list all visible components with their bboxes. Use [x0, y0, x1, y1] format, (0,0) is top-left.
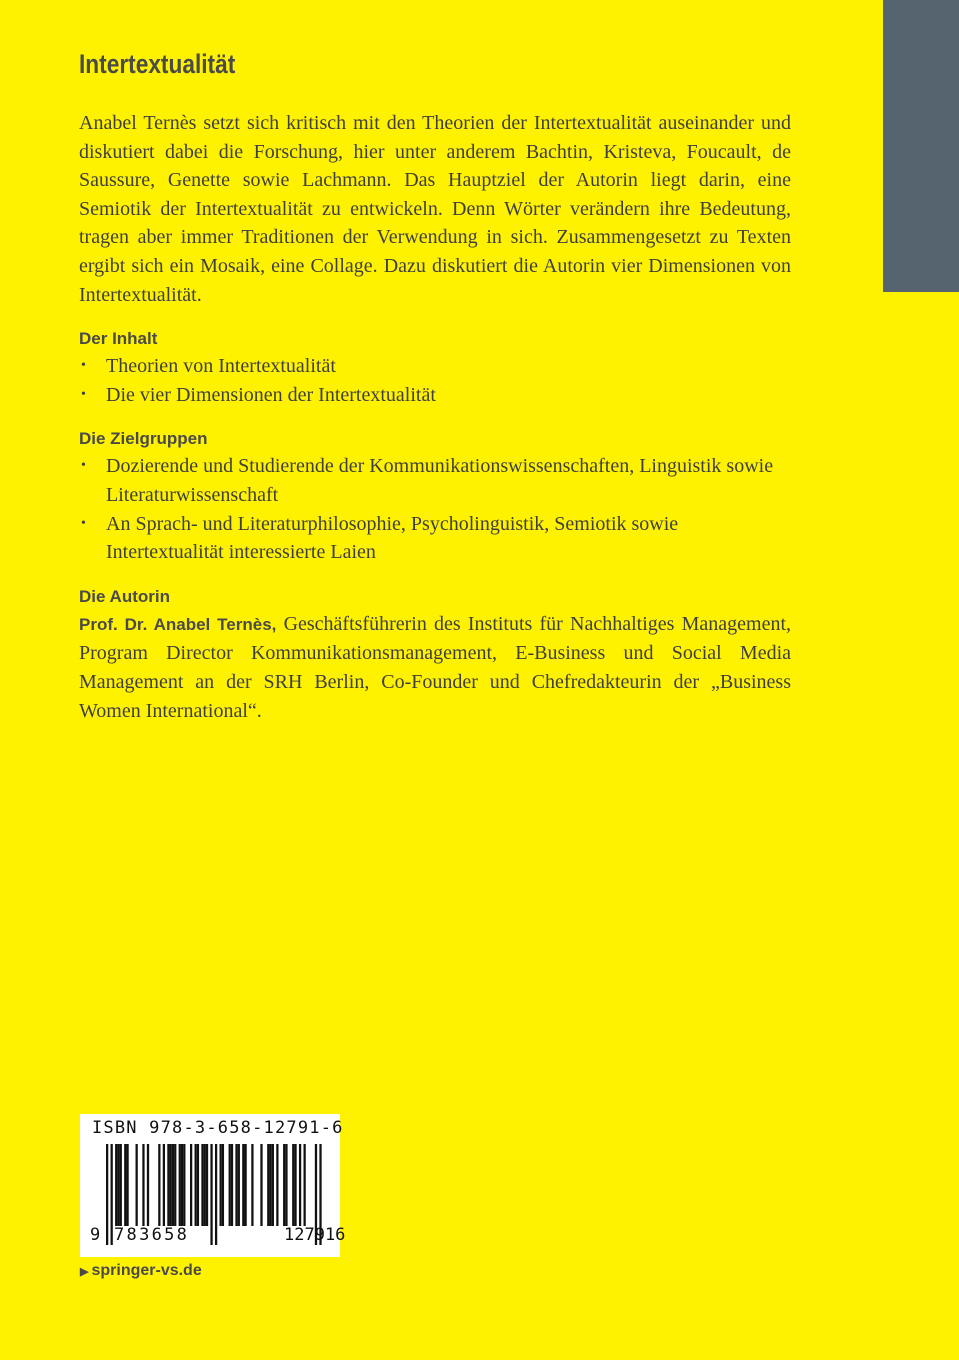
barcode-bar: [222, 1144, 224, 1226]
list-item: [79, 452, 791, 509]
barcode-bar: [172, 1144, 174, 1226]
barcode-bar: [244, 1144, 246, 1226]
barcode-bar: [167, 1144, 169, 1226]
barcode-bar: [181, 1144, 183, 1226]
barcode-bar: [117, 1144, 119, 1226]
author-heading: Die Autorin: [79, 586, 170, 606]
barcode-bar: [197, 1144, 199, 1226]
ean-right-digits: 127916: [284, 1225, 346, 1245]
author-bio: Geschäftsführerin des Instituts für Nachhaltiges Management, Program Director Kommunikationsmanagement, E-Business und Social Media Management an der SRH Berlin, Co-Founder und Chefredakteurin der „Business Women International“.: [79, 612, 792, 722]
contents-list: [79, 352, 791, 409]
barcode-bar: [163, 1144, 165, 1226]
barcode-bar: [201, 1144, 203, 1226]
audience-heading: Die Zielgruppen: [79, 429, 208, 449]
barcode-bar: [267, 1144, 269, 1226]
barcode-bar: [179, 1144, 181, 1226]
barcode-bar: [283, 1144, 285, 1226]
barcode-bar: [235, 1144, 237, 1226]
barcode-bar: [220, 1144, 222, 1226]
barcode-guard-bar: [215, 1144, 217, 1245]
barcode-bar: [276, 1144, 278, 1226]
list-item: [79, 352, 791, 381]
author-name: Prof. Dr. Anabel Ternès,: [79, 614, 277, 634]
barcode-bar: [174, 1144, 176, 1226]
isbn-barcode: [80, 1114, 346, 1257]
barcode-bar: [272, 1144, 274, 1226]
barcode-bar: [294, 1144, 296, 1226]
barcode-bar: [251, 1144, 253, 1226]
barcode-bar: [190, 1144, 192, 1226]
barcode-guard-bar: [111, 1144, 113, 1245]
barcode-bar: [136, 1144, 138, 1226]
barcode-bar: [285, 1144, 287, 1226]
list-item-text: Die vier Dimensionen der Intertextualität: [106, 383, 436, 406]
bullet-icon: •: [81, 515, 86, 531]
barcode-bar: [170, 1144, 172, 1226]
bullet-icon: •: [81, 386, 86, 402]
barcode-bar: [206, 1144, 208, 1226]
ean-first-digit: 9: [90, 1225, 103, 1245]
barcode-bar: [126, 1144, 128, 1226]
barcode-bar: [183, 1144, 185, 1226]
barcode-guard-bar: [106, 1144, 108, 1245]
list-item-text: An Sprach- und Literaturphilosophie, Psycholinguistik, Semiotik sowie Intertextualität interessierte Laien: [106, 512, 679, 564]
play-arrow-icon: ▶: [80, 1266, 89, 1278]
audience-list: [79, 452, 791, 566]
author-paragraph: [79, 610, 791, 725]
barcode-bar: [299, 1144, 301, 1226]
barcode-bar: [158, 1144, 160, 1226]
barcode-bar: [242, 1144, 244, 1226]
barcode-bar: [204, 1144, 206, 1226]
barcode-bar: [115, 1144, 117, 1226]
barcode-bar: [231, 1144, 233, 1226]
barcode-bar: [120, 1144, 122, 1226]
barcode-bar: [292, 1144, 294, 1226]
barcode-bar: [238, 1144, 240, 1226]
publisher-url: springer-vs.de: [91, 1262, 202, 1279]
barcode-bar: [303, 1144, 305, 1226]
barcode-bar: [269, 1144, 271, 1226]
barcode-bar: [260, 1144, 262, 1226]
bullet-icon: •: [81, 358, 86, 374]
list-item: [79, 510, 791, 567]
barcode-bar: [124, 1144, 126, 1226]
barcode-bar: [195, 1144, 197, 1226]
barcode-bar: [229, 1144, 231, 1226]
barcode-bar: [147, 1144, 149, 1226]
intro-paragraph: Anabel Ternès setzt sich kritisch mit den Theorien der Intertextualität auseinander und diskutiert dabei die Forschung, hier unter anderem Bachtin, Kristeva, Foucault, de Saussure, Genette sowie Lachmann. Das Hauptziel der Autorin liegt darin, eine Semiotik der Intertextualität zu entwickeln. Denn Wörter verändern ihre Bedeutung, tragen aber immer Traditionen der Verwendung in sich. Zusammengesetzt zu Texten ergibt sich ein Mosaik, eine Collage. Dazu diskutiert die Autorin vier Dimensionen von Intertextualität.: [79, 112, 791, 306]
book-title: Intertextualität: [79, 49, 236, 79]
barcode-guard-bar: [210, 1144, 212, 1245]
side-color-tab: [883, 0, 959, 292]
list-item: [79, 381, 791, 410]
list-item-text: Dozierende und Studierende der Kommunikationswissenschaften, Linguistik sowie Literaturwissenschaft: [106, 455, 774, 506]
list-item-text: Theorien von Intertextualität: [106, 355, 336, 378]
contents-heading: Der Inhalt: [79, 329, 158, 349]
barcode-bar: [142, 1144, 144, 1226]
isbn-label: ISBN 978-3-658-12791-6: [92, 1118, 344, 1138]
back-cover-content: [79, 44, 791, 725]
ean-left-digits: 783658: [114, 1225, 190, 1245]
bullet-icon: •: [81, 458, 86, 474]
publisher-link[interactable]: [80, 1262, 202, 1280]
